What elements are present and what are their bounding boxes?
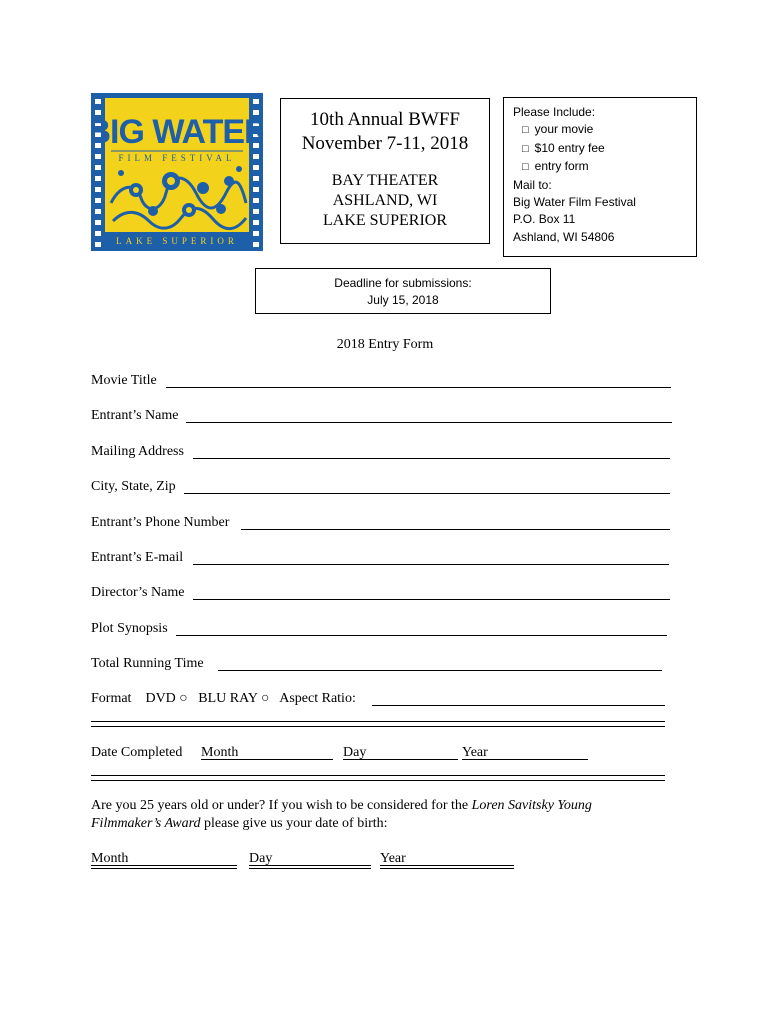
section-divider: [91, 775, 665, 781]
form-title: 2018 Entry Form: [336, 337, 434, 352]
svg-text:LAKE SUPERIOR: LAKE SUPERIOR: [116, 236, 238, 246]
dvd-radio-icon[interactable]: ○: [179, 691, 188, 706]
email-field[interactable]: [193, 564, 669, 565]
director-field[interactable]: [193, 599, 670, 600]
director-label: Director’s Name: [91, 585, 185, 600]
dob-month-field[interactable]: [91, 865, 237, 866]
address-line: Big Water Film Festival: [513, 195, 636, 210]
checklist-heading: Please Include:: [513, 105, 596, 119]
synopsis-row: [91, 620, 168, 638]
email-row: [91, 549, 183, 567]
movie-title-row: [91, 372, 157, 390]
deadline-box: [255, 268, 551, 314]
section-divider: [91, 721, 665, 727]
deadline-label: Deadline for submissions:: [334, 276, 472, 290]
completed-day-label: Day: [343, 745, 367, 760]
running-time-field[interactable]: [218, 670, 662, 671]
event-city: ASHLAND, WI: [332, 192, 438, 209]
dob-year-label: Year: [380, 851, 406, 866]
dob-month-label: Month: [91, 851, 129, 866]
event-edition: 10th Annual BWFF: [310, 109, 460, 130]
dvd-option[interactable]: DVD: [145, 691, 176, 706]
email-label: Entrant’s E-mail: [91, 550, 184, 565]
event-info-box: [280, 98, 490, 244]
dob-day-field[interactable]: [249, 865, 371, 866]
event-dates: November 7-11, 2018: [301, 133, 469, 154]
dob-day-double-underline: [249, 868, 371, 869]
date-completed-label: Date Completed: [91, 745, 183, 760]
mail-to-label: Mail to:: [513, 177, 552, 192]
format-row: [91, 690, 356, 708]
phone-field[interactable]: [241, 529, 670, 530]
festival-logo: [91, 93, 263, 251]
submission-checklist-box: [503, 97, 697, 257]
address-line: P.O. Box 11: [513, 212, 576, 227]
event-venue: BAY THEATER: [331, 172, 439, 189]
entrant-name-field[interactable]: [186, 422, 672, 423]
synopsis-field[interactable]: [176, 635, 667, 636]
format-label: Format: [91, 691, 132, 706]
mailing-address-field[interactable]: [193, 458, 670, 459]
running-time-row: [91, 655, 204, 673]
entrant-name-label: Entrant’s Name: [91, 408, 179, 423]
checklist-item: □ entry form: [522, 159, 589, 174]
aspect-ratio-label: Aspect Ratio:: [279, 691, 356, 706]
event-region: LAKE SUPERIOR: [322, 212, 447, 229]
award-name: Loren Savitsky Young: [471, 798, 592, 813]
checklist-item: □ your movie: [522, 122, 594, 137]
deadline-date: July 15, 2018: [367, 293, 439, 307]
running-time-label: Total Running Time: [91, 656, 204, 671]
checkbox-icon: □: [522, 142, 529, 155]
dob-year-field[interactable]: [380, 865, 514, 866]
svg-text:FILM FESTIVAL: FILM FESTIVAL: [118, 153, 236, 163]
city-state-zip-row: [91, 478, 176, 496]
synopsis-label: Plot Synopsis: [91, 621, 168, 636]
dob-month-double-underline: [91, 868, 237, 869]
checkbox-icon: □: [522, 124, 529, 137]
city-state-zip-label: City, State, Zip: [91, 479, 176, 494]
movie-title-field[interactable]: [166, 387, 671, 388]
completed-year-label: Year: [462, 745, 488, 760]
mailing-address-row: [91, 443, 184, 461]
award-name-cont: Filmmaker’s Award: [91, 816, 201, 831]
checkbox-icon: □: [522, 161, 529, 174]
svg-text:BIG WATER: BIG WATER: [91, 113, 263, 151]
dob-year-double-underline: [380, 868, 514, 869]
phone-row: [91, 514, 229, 532]
movie-title-label: Movie Title: [91, 373, 157, 388]
dob-day-label: Day: [249, 851, 273, 866]
phone-label: Entrant’s Phone Number: [91, 515, 230, 530]
city-state-zip-field[interactable]: [184, 493, 670, 494]
completed-year-field[interactable]: [462, 759, 588, 760]
completed-day-field[interactable]: [343, 759, 458, 760]
mailing-address-label: Mailing Address: [91, 444, 184, 459]
completed-month-field[interactable]: [201, 759, 333, 760]
bluray-radio-icon[interactable]: ○: [261, 691, 270, 706]
aspect-ratio-field[interactable]: [372, 705, 665, 706]
completed-month-label: Month: [201, 745, 239, 760]
address-line: Ashland, WI 54806: [513, 229, 615, 244]
bluray-option[interactable]: BLU RAY: [198, 691, 258, 706]
date-completed-row: [91, 744, 182, 762]
age-question: Are you 25 years old or under? If you wish to be considered for the Loren Savitsky Young Filmmaker’s Award please give us your date of birth:: [91, 798, 592, 831]
checklist-item: □ $10 entry fee: [522, 140, 605, 155]
entrant-name-row: [91, 407, 178, 425]
director-row: [91, 584, 184, 602]
